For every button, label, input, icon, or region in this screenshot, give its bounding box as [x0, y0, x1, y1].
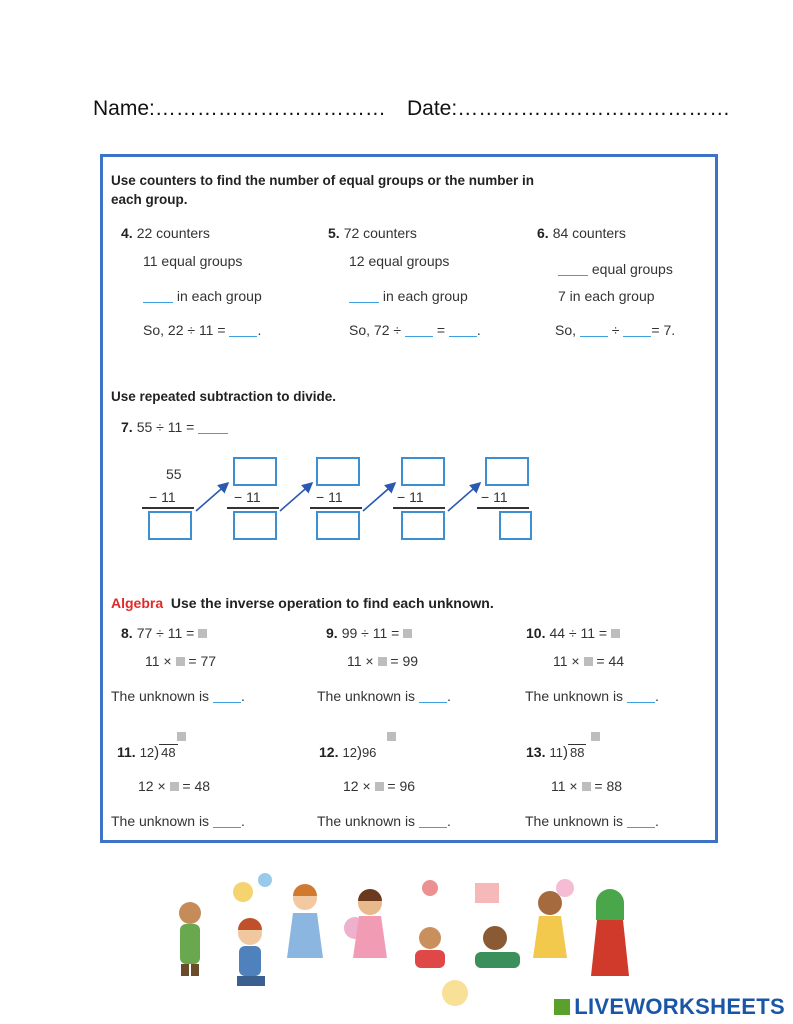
problem-10-unknown — [525, 688, 659, 704]
long-division-bracket-icon: ) — [154, 744, 160, 761]
answer-blank[interactable] — [580, 335, 608, 337]
subtrahend-1: − 11 — [149, 489, 176, 505]
problem-number: 10. — [526, 625, 546, 641]
unknown-square-icon — [378, 657, 387, 666]
equation-text: 11 × — [347, 653, 374, 669]
equation-text: = 77 — [188, 653, 217, 669]
equation-text: = 96 — [387, 778, 416, 794]
problem-11-unknown — [111, 813, 245, 829]
problem-13-eq2 — [551, 778, 622, 794]
unknown-square-icon — [387, 732, 396, 741]
equation-text: 11 × — [551, 778, 578, 794]
problem-5-line3 — [349, 288, 468, 304]
equation-text: = 48 — [182, 778, 211, 794]
problem-4-line2: 11 equal groups — [143, 253, 243, 269]
logo-text: LIVEWORKSHEETS — [574, 994, 785, 1019]
equation-text: = 99 — [390, 653, 419, 669]
name-field-label[interactable]: Name:…………………………… — [93, 97, 386, 120]
problem-5-line4 — [349, 322, 481, 338]
problem-number: 11. — [117, 744, 136, 760]
punctuation: . — [476, 322, 481, 338]
arrow-icon — [196, 483, 228, 511]
problem-number: 13. — [526, 744, 546, 760]
arrows-diagram — [188, 457, 508, 517]
answer-blank[interactable] — [405, 335, 433, 337]
problem-text: in each group — [176, 288, 262, 304]
arrow-icon — [280, 483, 312, 511]
unknown-square-icon — [582, 782, 591, 791]
answer-blank[interactable] — [213, 826, 241, 828]
problem-5-line1 — [328, 225, 417, 241]
punctuation: . — [654, 688, 659, 704]
answer-blank[interactable] — [419, 701, 447, 703]
unknown-text: The unknown is — [111, 813, 210, 829]
problem-number: 4. — [121, 225, 133, 241]
equation-text: = 88 — [594, 778, 623, 794]
dividend: 96 — [361, 745, 377, 760]
equation-text: 77 ÷ 11 = — [136, 625, 195, 641]
problem-text: = 7. — [651, 322, 676, 338]
section1-instruction: Use counters to find the number of equal groups or the number in each group. — [111, 173, 535, 207]
problem-text: So, — [555, 322, 577, 338]
problem-12-unknown — [317, 813, 451, 829]
children-painting-illustration — [165, 858, 645, 1008]
problem-8-eq2 — [145, 653, 216, 669]
answer-blank[interactable] — [143, 301, 173, 303]
punctuation: . — [654, 813, 659, 829]
punctuation: . — [446, 813, 451, 829]
problem-10-eq1 — [526, 625, 620, 641]
subtrahend-3: − 11 — [316, 489, 343, 505]
equation-text: 12 × — [138, 778, 166, 794]
problem-6-line1 — [537, 225, 626, 241]
unknown-square-icon — [591, 732, 600, 741]
problem-number: 6. — [537, 225, 549, 241]
unknown-square-icon — [170, 782, 179, 791]
problem-9-eq1 — [326, 625, 412, 641]
logo-icon — [554, 999, 570, 1015]
problem-12-division — [319, 744, 376, 761]
unknown-square-icon — [584, 657, 593, 666]
answer-blank[interactable] — [349, 301, 379, 303]
worksheet-panel — [100, 154, 718, 843]
unknown-text: The unknown is — [317, 688, 416, 704]
divisor: 12 — [139, 745, 155, 760]
subtrahend-2: − 11 — [234, 489, 261, 505]
unknown-square-icon — [611, 629, 620, 638]
unknown-square-icon — [403, 629, 412, 638]
subtraction-line — [142, 507, 194, 509]
problem-text: 22 counters — [136, 225, 210, 241]
answer-blank[interactable] — [419, 826, 447, 828]
divide-sign: ÷ — [611, 322, 620, 338]
problem-11-eq2 — [138, 778, 210, 794]
problem-number: 9. — [326, 625, 338, 641]
problem-5-line2: 12 equal groups — [349, 253, 450, 269]
problem-11-division — [117, 744, 178, 761]
arrow-icon — [363, 483, 395, 511]
unknown-text: The unknown is — [525, 813, 624, 829]
problem-number: 8. — [121, 625, 133, 641]
problem-4-line3 — [143, 288, 262, 304]
equation-text: 11 × — [553, 653, 580, 669]
unknown-square-icon — [176, 657, 185, 666]
start-value: 55 — [166, 466, 182, 482]
equation-text: 44 ÷ 11 = — [549, 625, 608, 641]
problem-6-line2 — [558, 261, 673, 277]
dividend: 48 — [161, 745, 176, 760]
unknown-text: The unknown is — [317, 813, 416, 829]
long-division-bracket-icon: ) — [562, 744, 568, 761]
problem-12-eq2 — [343, 778, 415, 794]
problem-8-unknown — [111, 688, 245, 704]
problem-text: equal groups — [591, 261, 673, 277]
punctuation: . — [240, 688, 245, 704]
problem-6-line3: 7 in each group — [558, 288, 655, 304]
answer-box-1[interactable] — [148, 511, 192, 540]
problem-4-line1 — [121, 225, 210, 241]
problem-9-unknown — [317, 688, 451, 704]
answer-blank[interactable] — [558, 274, 588, 276]
punctuation: . — [446, 688, 451, 704]
answer-blank[interactable] — [627, 701, 655, 703]
unknown-square-icon — [177, 732, 186, 741]
section3-instruction — [111, 594, 494, 613]
divisor: 11 — [549, 745, 563, 760]
subtrahend-5: − 11 — [481, 489, 508, 505]
answer-blank[interactable] — [198, 432, 228, 434]
equals-sign: = — [436, 322, 446, 338]
problem-text: 72 counters — [343, 225, 417, 241]
unknown-square-icon — [375, 782, 384, 791]
equation-text: 99 ÷ 11 = — [341, 625, 400, 641]
punctuation: . — [240, 813, 245, 829]
section2-instruction: Use repeated subtraction to divide. — [111, 389, 337, 404]
answer-blank[interactable] — [627, 826, 655, 828]
equation-text: = 44 — [596, 653, 625, 669]
answer-blank[interactable] — [623, 335, 651, 337]
algebra-label: Algebra — [111, 595, 164, 611]
dividend: 88 — [569, 745, 585, 760]
liveworksheets-logo[interactable] — [554, 994, 785, 1020]
unknown-text: The unknown is — [525, 688, 624, 704]
punctuation: . — [257, 322, 262, 338]
problem-text: in each group — [382, 288, 468, 304]
divisor: 12 — [342, 745, 357, 760]
problem-text: 84 counters — [552, 225, 626, 241]
answer-blank[interactable] — [229, 335, 257, 337]
problem-13-unknown — [525, 813, 659, 829]
answer-blank[interactable] — [449, 335, 477, 337]
equation-text: 11 × — [145, 653, 172, 669]
subtrahend-4: − 11 — [397, 489, 424, 505]
answer-blank[interactable] — [213, 701, 241, 703]
problem-8-eq1 — [121, 625, 207, 641]
problem-7 — [121, 419, 228, 435]
problem-number: 12. — [319, 744, 339, 760]
problem-text: So, 72 ÷ — [349, 322, 402, 338]
instruction-text: Use the inverse operation to find each unknown. — [170, 595, 494, 611]
problem-text: So, 22 ÷ 11 = — [143, 322, 226, 338]
equation-text: 12 × — [343, 778, 371, 794]
long-division-bracket-icon: ) — [356, 744, 362, 761]
problem-4-line4 — [143, 322, 261, 338]
date-field-label[interactable]: Date:………………………………… — [407, 97, 731, 120]
unknown-square-icon — [198, 629, 207, 638]
problem-6-line4 — [555, 322, 675, 338]
unknown-text: The unknown is — [111, 688, 210, 704]
problem-9-eq2 — [347, 653, 418, 669]
problem-text: 55 ÷ 11 = — [136, 419, 195, 435]
problem-13-division — [526, 744, 586, 761]
arrow-icon — [448, 483, 480, 511]
problem-number: 7. — [121, 419, 133, 435]
problem-10-eq2 — [553, 653, 624, 669]
problem-number: 5. — [328, 225, 340, 241]
